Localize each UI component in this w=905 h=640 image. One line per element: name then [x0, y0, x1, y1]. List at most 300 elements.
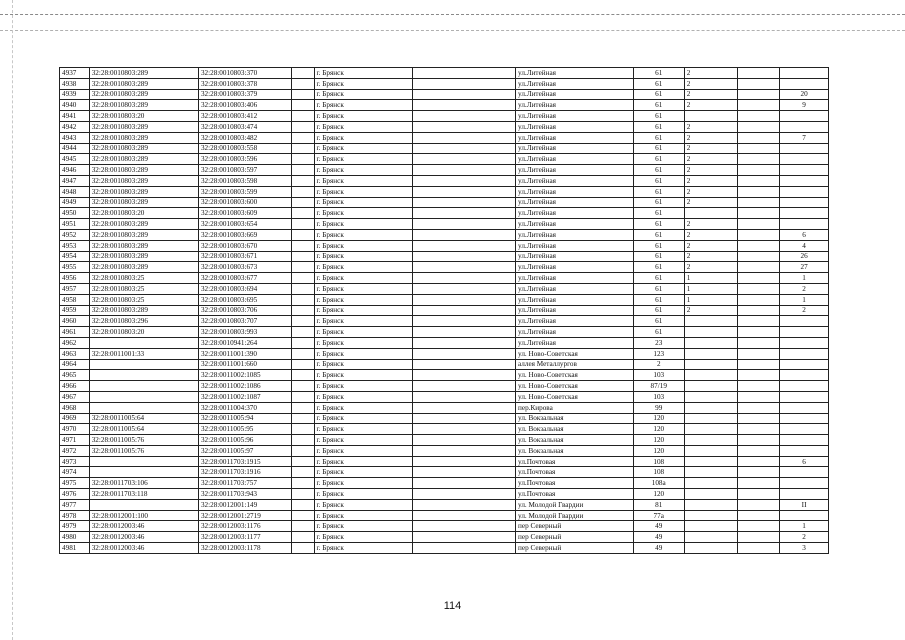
table-row: [60, 229, 829, 240]
table-cell: [737, 262, 779, 273]
table-cell: [780, 154, 829, 165]
table-cell: [780, 391, 829, 402]
table-cell: [292, 467, 314, 478]
table-cell: 4957: [60, 283, 90, 294]
table-cell: 32:28:0012001:2719: [198, 510, 291, 521]
table-cell: г. Брянск: [314, 208, 413, 219]
table-cell: 4: [780, 240, 829, 251]
table-cell: 2: [684, 251, 737, 262]
table-cell: 81: [633, 499, 684, 510]
table-cell: 32:28:0010803:706: [198, 305, 291, 316]
table-cell: 61: [633, 316, 684, 327]
table-cell: г. Брянск: [314, 89, 413, 100]
table-cell: [780, 359, 829, 370]
table-cell: 32:28:0011002:1087: [198, 391, 291, 402]
table-cell: 32:28:0011001:33: [89, 348, 198, 359]
table-cell: ул.Литейная: [516, 316, 634, 327]
table-cell: [780, 435, 829, 446]
table-cell: [737, 273, 779, 284]
table-row: [60, 521, 829, 532]
table-cell: 108: [633, 467, 684, 478]
table-cell: [292, 305, 314, 316]
table-cell: ул. Молодой Гвардии: [516, 510, 634, 521]
table-cell: ул.Литейная: [516, 100, 634, 111]
table-cell: 1: [684, 273, 737, 284]
table-cell: ул.Литейная: [516, 219, 634, 230]
table-cell: 4951: [60, 219, 90, 230]
table-cell: 32:28:0010803:600: [198, 197, 291, 208]
table-cell: 61: [633, 273, 684, 284]
table-row: [60, 121, 829, 132]
table-cell: 2: [684, 89, 737, 100]
table-cell: [292, 154, 314, 165]
table-cell: 120: [633, 413, 684, 424]
register-table-body: [60, 68, 829, 554]
table-cell: ул.Литейная: [516, 327, 634, 338]
table-cell: 4981: [60, 543, 90, 554]
table-cell: 120: [633, 435, 684, 446]
table-cell: 32:28:0010803:289: [89, 78, 198, 89]
table-cell: 32:28:0012003:46: [89, 532, 198, 543]
table-cell: 32:28:0010803:370: [198, 68, 291, 79]
table-cell: 4947: [60, 175, 90, 186]
table-cell: 4962: [60, 337, 90, 348]
table-cell: [737, 143, 779, 154]
table-cell: [292, 251, 314, 262]
table-cell: 4966: [60, 381, 90, 392]
table-cell: [413, 510, 516, 521]
table-cell: [684, 435, 737, 446]
table-cell: 1: [780, 521, 829, 532]
table-cell: [737, 348, 779, 359]
table-cell: [780, 78, 829, 89]
table-cell: 61: [633, 175, 684, 186]
table-cell: [684, 445, 737, 456]
table-cell: [89, 391, 198, 402]
table-cell: аллея Металлургов: [516, 359, 634, 370]
table-cell: 2: [684, 154, 737, 165]
table-row: [60, 532, 829, 543]
table-row: [60, 208, 829, 219]
table-cell: [292, 532, 314, 543]
table-cell: 2: [780, 532, 829, 543]
table-cell: [737, 68, 779, 79]
table-cell: [737, 165, 779, 176]
table-cell: [413, 499, 516, 510]
table-cell: [89, 359, 198, 370]
table-cell: [292, 348, 314, 359]
table-cell: 32:28:0010803:289: [89, 240, 198, 251]
table-cell: 99: [633, 402, 684, 413]
table-cell: 4975: [60, 478, 90, 489]
table-cell: [413, 273, 516, 284]
table-cell: 61: [633, 305, 684, 316]
table-cell: [737, 89, 779, 100]
table-row: [60, 402, 829, 413]
table-cell: [780, 121, 829, 132]
table-cell: г. Брянск: [314, 219, 413, 230]
table-cell: [737, 381, 779, 392]
table-cell: [292, 521, 314, 532]
table-cell: ул. Вокзальная: [516, 413, 634, 424]
table-cell: [89, 499, 198, 510]
table-cell: II: [780, 499, 829, 510]
table-cell: [292, 456, 314, 467]
table-cell: ул. Вокзальная: [516, 445, 634, 456]
table-cell: 32:28:0010803:289: [89, 175, 198, 186]
table-cell: [780, 111, 829, 122]
table-cell: [413, 175, 516, 186]
table-cell: [684, 208, 737, 219]
table-row: [60, 251, 829, 262]
table-cell: ул.Литейная: [516, 143, 634, 154]
table-cell: [780, 208, 829, 219]
table-cell: [780, 348, 829, 359]
table-cell: г. Брянск: [314, 175, 413, 186]
table-row: [60, 445, 829, 456]
table-cell: 32:28:0010803:669: [198, 229, 291, 240]
table-cell: г. Брянск: [314, 262, 413, 273]
table-cell: 32:28:0010803:671: [198, 251, 291, 262]
table-cell: 4949: [60, 197, 90, 208]
table-cell: [413, 543, 516, 554]
table-cell: 32:28:0010803:609: [198, 208, 291, 219]
table-cell: [780, 370, 829, 381]
table-cell: [292, 337, 314, 348]
table-cell: [737, 445, 779, 456]
table-cell: [292, 316, 314, 327]
table-cell: [684, 316, 737, 327]
table-row: [60, 413, 829, 424]
table-cell: 4942: [60, 121, 90, 132]
register-table: [59, 67, 829, 554]
table-cell: г. Брянск: [314, 229, 413, 240]
table-cell: 32:28:0010803:289: [89, 197, 198, 208]
table-cell: 32:28:0011005:96: [198, 435, 291, 446]
table-cell: 1: [684, 294, 737, 305]
table-cell: [737, 229, 779, 240]
table-cell: 61: [633, 294, 684, 305]
table-cell: 120: [633, 424, 684, 435]
table-cell: 32:28:0010803:482: [198, 132, 291, 143]
table-row: [60, 262, 829, 273]
table-cell: [292, 89, 314, 100]
table-cell: ул.Литейная: [516, 165, 634, 176]
table-cell: [413, 316, 516, 327]
table-cell: [780, 337, 829, 348]
table-cell: [780, 165, 829, 176]
table-cell: [413, 424, 516, 435]
table-cell: 4967: [60, 391, 90, 402]
table-cell: [737, 219, 779, 230]
table-cell: [684, 337, 737, 348]
table-cell: 103: [633, 391, 684, 402]
table-cell: г. Брянск: [314, 273, 413, 284]
table-cell: 4954: [60, 251, 90, 262]
table-cell: [292, 424, 314, 435]
table-cell: 32:28:0010803:412: [198, 111, 291, 122]
table-cell: 4979: [60, 521, 90, 532]
table-cell: 61: [633, 121, 684, 132]
table-cell: 2: [684, 100, 737, 111]
table-cell: [413, 68, 516, 79]
table-cell: 32:28:0011002:1085: [198, 370, 291, 381]
table-cell: 32:28:0010803:289: [89, 219, 198, 230]
table-row: [60, 305, 829, 316]
table-cell: 4960: [60, 316, 90, 327]
table-cell: 61: [633, 68, 684, 79]
table-cell: 32:28:0010803:474: [198, 121, 291, 132]
table-row: [60, 337, 829, 348]
table-cell: 32:28:0010803:20: [89, 111, 198, 122]
table-cell: [737, 532, 779, 543]
table-cell: [684, 456, 737, 467]
table-cell: [413, 283, 516, 294]
table-row: [60, 327, 829, 338]
table-cell: [292, 489, 314, 500]
table-cell: [292, 68, 314, 79]
table-cell: [413, 89, 516, 100]
table-cell: 4958: [60, 294, 90, 305]
table-cell: [292, 499, 314, 510]
table-cell: [292, 262, 314, 273]
table-cell: 32:28:0010803:289: [89, 121, 198, 132]
table-cell: ул.Литейная: [516, 78, 634, 89]
table-cell: 4974: [60, 467, 90, 478]
table-cell: [292, 391, 314, 402]
table-cell: 32:28:0010803:289: [89, 165, 198, 176]
table-row: [60, 370, 829, 381]
table-cell: [413, 467, 516, 478]
table-cell: [684, 521, 737, 532]
table-cell: [737, 208, 779, 219]
table-cell: [292, 435, 314, 446]
table-cell: 2: [684, 143, 737, 154]
table-row: [60, 165, 829, 176]
table-cell: [413, 186, 516, 197]
table-cell: 120: [633, 445, 684, 456]
table-cell: [684, 510, 737, 521]
table-cell: 4965: [60, 370, 90, 381]
table-cell: 61: [633, 229, 684, 240]
table-cell: 32:28:0010803:289: [89, 100, 198, 111]
table-cell: 32:28:0010803:289: [89, 68, 198, 79]
table-cell: 4977: [60, 499, 90, 510]
table-cell: г. Брянск: [314, 413, 413, 424]
table-cell: [413, 251, 516, 262]
table-cell: ул.Литейная: [516, 208, 634, 219]
table-cell: [737, 359, 779, 370]
table-cell: [780, 143, 829, 154]
table-cell: [737, 175, 779, 186]
table-cell: 61: [633, 143, 684, 154]
table-cell: 61: [633, 219, 684, 230]
table-cell: г. Брянск: [314, 543, 413, 554]
table-cell: 3: [780, 543, 829, 554]
table-cell: [413, 413, 516, 424]
table-cell: 2: [633, 359, 684, 370]
table-cell: г. Брянск: [314, 197, 413, 208]
table-cell: 32:28:0010803:597: [198, 165, 291, 176]
table-cell: 2: [684, 240, 737, 251]
table-cell: 61: [633, 111, 684, 122]
table-cell: 32:28:0011005:64: [89, 424, 198, 435]
table-cell: 32:28:0010803:707: [198, 316, 291, 327]
table-cell: 4943: [60, 132, 90, 143]
table-cell: [292, 78, 314, 89]
table-cell: г. Брянск: [314, 381, 413, 392]
table-cell: 23: [633, 337, 684, 348]
table-cell: ул. Вокзальная: [516, 435, 634, 446]
table-row: [60, 154, 829, 165]
table-cell: 32:28:0010803:695: [198, 294, 291, 305]
table-cell: [780, 478, 829, 489]
table-cell: ул.Литейная: [516, 229, 634, 240]
table-cell: 61: [633, 240, 684, 251]
table-cell: 32:28:0012001:100: [89, 510, 198, 521]
table-cell: ул.Почтовая: [516, 478, 634, 489]
table-cell: [737, 478, 779, 489]
table-cell: [413, 327, 516, 338]
table-cell: [684, 413, 737, 424]
table-cell: 61: [633, 262, 684, 273]
table-cell: 123: [633, 348, 684, 359]
table-cell: 32:28:0011703:757: [198, 478, 291, 489]
table-cell: [780, 467, 829, 478]
table-cell: пер Северный: [516, 521, 634, 532]
table-cell: [292, 175, 314, 186]
table-cell: г. Брянск: [314, 111, 413, 122]
table-cell: 2: [684, 68, 737, 79]
table-cell: 108а: [633, 478, 684, 489]
table-cell: ул.Почтовая: [516, 467, 634, 478]
table-cell: г. Брянск: [314, 186, 413, 197]
table-cell: г. Брянск: [314, 68, 413, 79]
table-row: [60, 89, 829, 100]
table-cell: 32:28:0010803:558: [198, 143, 291, 154]
table-cell: 4978: [60, 510, 90, 521]
table-cell: [737, 370, 779, 381]
table-cell: [780, 219, 829, 230]
table-cell: [413, 359, 516, 370]
table-cell: 4940: [60, 100, 90, 111]
table-cell: 9: [780, 100, 829, 111]
table-cell: 32:28:0011002:1086: [198, 381, 291, 392]
table-cell: 32:28:0010803:598: [198, 175, 291, 186]
table-cell: 4961: [60, 327, 90, 338]
table-cell: 4963: [60, 348, 90, 359]
table-cell: [89, 381, 198, 392]
table-cell: [780, 402, 829, 413]
table-cell: 61: [633, 78, 684, 89]
table-row: [60, 467, 829, 478]
scan-margin-line: [0, 14, 905, 15]
table-cell: 2: [684, 219, 737, 230]
table-cell: [737, 337, 779, 348]
table-cell: [292, 510, 314, 521]
table-cell: [737, 467, 779, 478]
table-cell: г. Брянск: [314, 391, 413, 402]
table-cell: 32:28:0011005:76: [89, 445, 198, 456]
table-cell: ул. Ново-Советская: [516, 381, 634, 392]
table-cell: 4971: [60, 435, 90, 446]
table-cell: [780, 175, 829, 186]
table-cell: [292, 143, 314, 154]
table-row: [60, 294, 829, 305]
table-cell: 4939: [60, 89, 90, 100]
table-row: [60, 478, 829, 489]
table-cell: [684, 381, 737, 392]
table-cell: 4944: [60, 143, 90, 154]
table-cell: 108: [633, 456, 684, 467]
table-cell: [413, 197, 516, 208]
table-row: [60, 543, 829, 554]
table-cell: 32:28:0010803:25: [89, 294, 198, 305]
table-cell: г. Брянск: [314, 489, 413, 500]
table-cell: 32:28:0011005:76: [89, 435, 198, 446]
table-cell: 1: [780, 294, 829, 305]
table-row: [60, 348, 829, 359]
table-cell: [413, 391, 516, 402]
table-cell: [780, 489, 829, 500]
table-cell: [413, 294, 516, 305]
table-cell: [737, 132, 779, 143]
table-cell: 32:28:0010803:289: [89, 186, 198, 197]
table-cell: [292, 111, 314, 122]
table-cell: [780, 381, 829, 392]
table-cell: г. Брянск: [314, 143, 413, 154]
table-row: [60, 219, 829, 230]
table-cell: г. Брянск: [314, 499, 413, 510]
table-cell: 32:28:0011005:64: [89, 413, 198, 424]
table-cell: 120: [633, 489, 684, 500]
table-cell: [684, 370, 737, 381]
table-cell: [684, 467, 737, 478]
table-cell: [413, 262, 516, 273]
table-cell: г. Брянск: [314, 305, 413, 316]
table-cell: 32:28:0010803:654: [198, 219, 291, 230]
table-cell: 4937: [60, 68, 90, 79]
table-cell: [413, 240, 516, 251]
table-cell: 32:28:0011004:370: [198, 402, 291, 413]
table-cell: ул.Литейная: [516, 294, 634, 305]
table-cell: 49: [633, 532, 684, 543]
table-cell: ул.Литейная: [516, 175, 634, 186]
table-cell: [292, 219, 314, 230]
table-cell: 49: [633, 543, 684, 554]
table-cell: 20: [780, 89, 829, 100]
table-cell: [413, 100, 516, 111]
table-cell: [292, 359, 314, 370]
table-cell: пер Северный: [516, 532, 634, 543]
table-cell: [684, 402, 737, 413]
table-cell: [292, 283, 314, 294]
table-cell: 4946: [60, 165, 90, 176]
table-cell: г. Брянск: [314, 165, 413, 176]
table-cell: [413, 370, 516, 381]
table-cell: 2: [684, 121, 737, 132]
table-cell: 77а: [633, 510, 684, 521]
table-cell: 4948: [60, 186, 90, 197]
table-cell: [780, 327, 829, 338]
table-cell: г. Брянск: [314, 435, 413, 446]
table-cell: 32:28:0011703:1915: [198, 456, 291, 467]
table-cell: [684, 359, 737, 370]
table-cell: [413, 111, 516, 122]
table-cell: 2: [684, 165, 737, 176]
table-cell: ул.Литейная: [516, 132, 634, 143]
table-cell: [737, 510, 779, 521]
